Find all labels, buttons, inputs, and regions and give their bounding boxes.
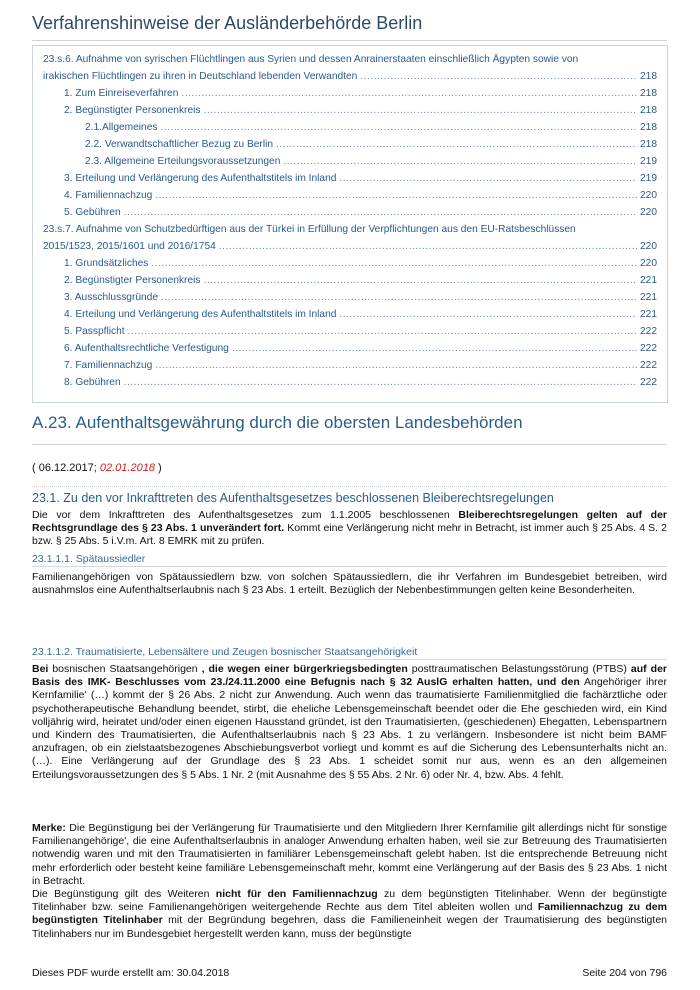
toc-item[interactable]: 2.3. Allgemeine Erteilungsvoraussetzungen ..... 219 [85,154,657,170]
footer-created: Dieses PDF wurde erstellt am: 30.04.2018 [32,967,230,979]
table-of-contents [32,45,668,403]
toc-item[interactable]: 5. Gebühren ..... 220 [64,205,657,221]
text: Die Begünstigung gilt des Weiteren [32,888,216,901]
text: Kommt eine Verlängerung nicht mehr in Betracht, ist immer auch § 25 Abs. 4 S. 2 bzw. § 25 Abs. 5 i.V.m. Art. 8 EMRK mit zu prüfen. [32,522,667,548]
heading-23-1: 23.1. Zu den vor Inkrafttreten des Aufenthaltsgesetzes beschlossenen Bleiberechtsregelungen [32,491,554,505]
bold-text: nicht für den Familiennachzug [215,888,378,901]
bold-text: , die wegen einer bürgerkriegsbedingten [201,663,408,675]
text: Die Begünstigung bei der Verlängerung für Traumatisierte und den Mitgliedern Ihrer Kernfamilie gilt allerdings nicht für sonstige Familienangehörige', die eine Aufenthaltserlaubnis in analoger Anwendung erhalten haben, weil sie zur Betreuung des Traumatisierten notwendig waren und mit den Traumatisierten in familiärer Lebensgemeinschaft gelebt haben. Ist die entsprechende Betreuung nicht mehr erforderlich oder besteht keine familiäre Lebensgemeinschaft mehr, kommt eine Verlängerung auf der Basis des § 23 Abs. 1 nicht in Betracht. [32,822,667,887]
toc-item[interactable]: 1. Grundsätzliches ..... 220 [64,256,657,272]
bold-text: Bleiberechtsregelungen gelten auf der Rechtsgrundlage des § 23 Abs. 1 unverändert fort. [32,509,667,535]
bold-text: Bei [32,663,49,675]
toc-entry-23s7-line1[interactable]: 23.s.7. Aufnahme von Schutzbedürftigen aus der Türkei in Erfüllung der Verpflichtungen aus den EU-Ratsbeschlüssen [43,224,576,235]
toc-item[interactable]: 7. Familiennachzug ..... 222 [64,358,657,374]
toc-item[interactable]: 2. Begünstigter Personenkreis ..... 221 [64,273,657,289]
toc-item[interactable]: 6. Aufenthaltsrechtliche Verfestigung ..... 222 [64,341,657,357]
merke-label: Merke: [32,822,66,834]
toc-item[interactable]: 8. Gebühren ..... 222 [64,375,657,391]
page-footer [32,966,667,980]
section-heading-a23: A.23. Aufenthaltsgewährung durch die obersten Landesbehörden [32,410,667,445]
paragraph-23-1-1-1: Familienangehörigen von Spätaussiedlern bzw. von solchen Spätaussiedlern, die ihr Verfahren im Bundesgebiet betreiben, wird ausnahmslos eine Aufenthaltserlaubnis nach § 23 Abs. 1 erteilt. Bezüglich der Nebenbestimmungen gelten keine Besonderheiten. [32,571,667,597]
toc-item[interactable]: 4. Erteilung und Verlängerung des Aufenthaltstitels im Inland ..... 221 [64,307,657,323]
footer-page-number: Seite 204 von 796 [582,967,667,979]
toc-entry-23s7[interactable]: 2015/1523, 2015/1601 und 2016/1754 ..... 220 [43,239,657,255]
text: Angehöriger ihrer Kernfamilie' (…) kommt der § 26 Abs. 2 nicht zur Anwendung. Auch wenn das traumatisierte Familienmitglied die fachärztliche oder psychotherapeutische Behandlung beendet, stirbt, die eheliche Lebensgemeinschaft beendet oder die Ehe geschieden wird, ein Kind volljährig wird, heiratet und/oder einen eigenen Hausstand gründet, ist den Traumatisierten, (geschiedenen) Ehegatten, Lebenspartnern und Kindern des Traumatisierten, die Aufenthaltserlaubnis nach § 23 Abs. 1 zu verlängern. Insbesondere ist nicht beim BAMF anzufragen, ob ein zielstaatsbezogenes Abschiebungsverbot vorliegt und kommt es auf die Sicherung des Lebensunterhalts nicht an. (…). Eine Verlängerung auf der Grundlage des § 23 Abs. 1 scheidet somit nur aus, wenn es an den allgemeinen Erteilungsvoraussetzungen des § 5 Abs. 1 Nr. 2 (mit Ausnahme des § 55 Abs. 2 Nr. 6) oder Nr. 4, bzw. Abs. 4 fehlt. [32,676,667,781]
page-header [32,10,667,41]
toc-item[interactable]: 2.2. Verwandtschaftlicher Bezug zu Berlin ..... 218 [85,137,657,153]
text: mit der Begründung begehren, dass die Familieneinheit wegen der Traumatisierung des begünstigten Titelinhabers nur im Bundesgebiet hergestellt werden kann, muss der begünstigte [32,914,667,940]
text: posttraumatischen Belastungsstörung (PTBS) [407,663,631,675]
date-updated: 02.01.2018 [99,462,155,474]
text: zu dem begünstigten Titelinhaber. Wenn der begünstigte Titelinhaber bzw. seine Familienangehörigen weitergehende Rechte aus dem Titel ableiten wollen und [32,888,667,914]
toc-entry-23s6-line1[interactable]: 23.s.6. Aufnahme von syrischen Flüchtlingen aus Syrien und dessen Anrainerstaaten einschließlich Ägypten sowie von [43,54,579,65]
paragraph-merke [32,822,667,941]
paragraph-23-1 [32,509,667,549]
toc-item[interactable]: 3. Ausschlussgründe ..... 221 [64,290,657,306]
heading-23-1-1-2: 23.1.1.2. Traumatisierte, Lebensältere und Zeugen bosnischer Staatsangehörigkeit [32,645,667,660]
date-close: ) [154,462,162,474]
heading-23-1-1-1: 23.1.1.1. Spätaussiedler [32,552,667,567]
toc-item[interactable]: 1. Zum Einreiseverfahren ..... 218 [64,86,657,102]
paragraph-23-1-1-2 [32,663,667,782]
toc-item[interactable]: 4. Familiennachzug ..... 220 [64,188,657,204]
toc-item[interactable]: 3. Erteilung und Verlängerung des Aufenthaltstitels im Inland ..... 219 [64,171,657,187]
page-header-title: Verfahrenshinweise der Ausländerbehörde Berlin [32,13,423,33]
toc-item[interactable]: 2.1.Allgemeines ..... 218 [85,120,657,136]
toc-item[interactable]: 5. Passpflicht ..... 222 [64,324,657,340]
toc-entry-23s6[interactable]: irakischen Flüchtlingen zu ihren in Deutschland lebenden Verwandten ..... 218 [43,69,657,85]
toc-item[interactable]: 2. Begünstigter Personenkreis ..... 218 [64,103,657,119]
text: Die vor dem Inkrafttreten des Aufenthaltsgesetzes zum 1.1.2005 beschlossenen [32,509,459,521]
date-open: ( 06.12.2017; [32,462,100,474]
bold-text: Familiennachzug zu dem begünstigten Titelinhaber [32,901,667,927]
bold-text: auf der Basis des IMK- Beschlusses vom 23./24.11.2000 eine Befugnis nach § 32 AuslG erhalten hatten, und den [32,663,668,689]
text: bosnischen Staatsangehörigen [48,663,202,675]
revision-dates [32,460,667,487]
